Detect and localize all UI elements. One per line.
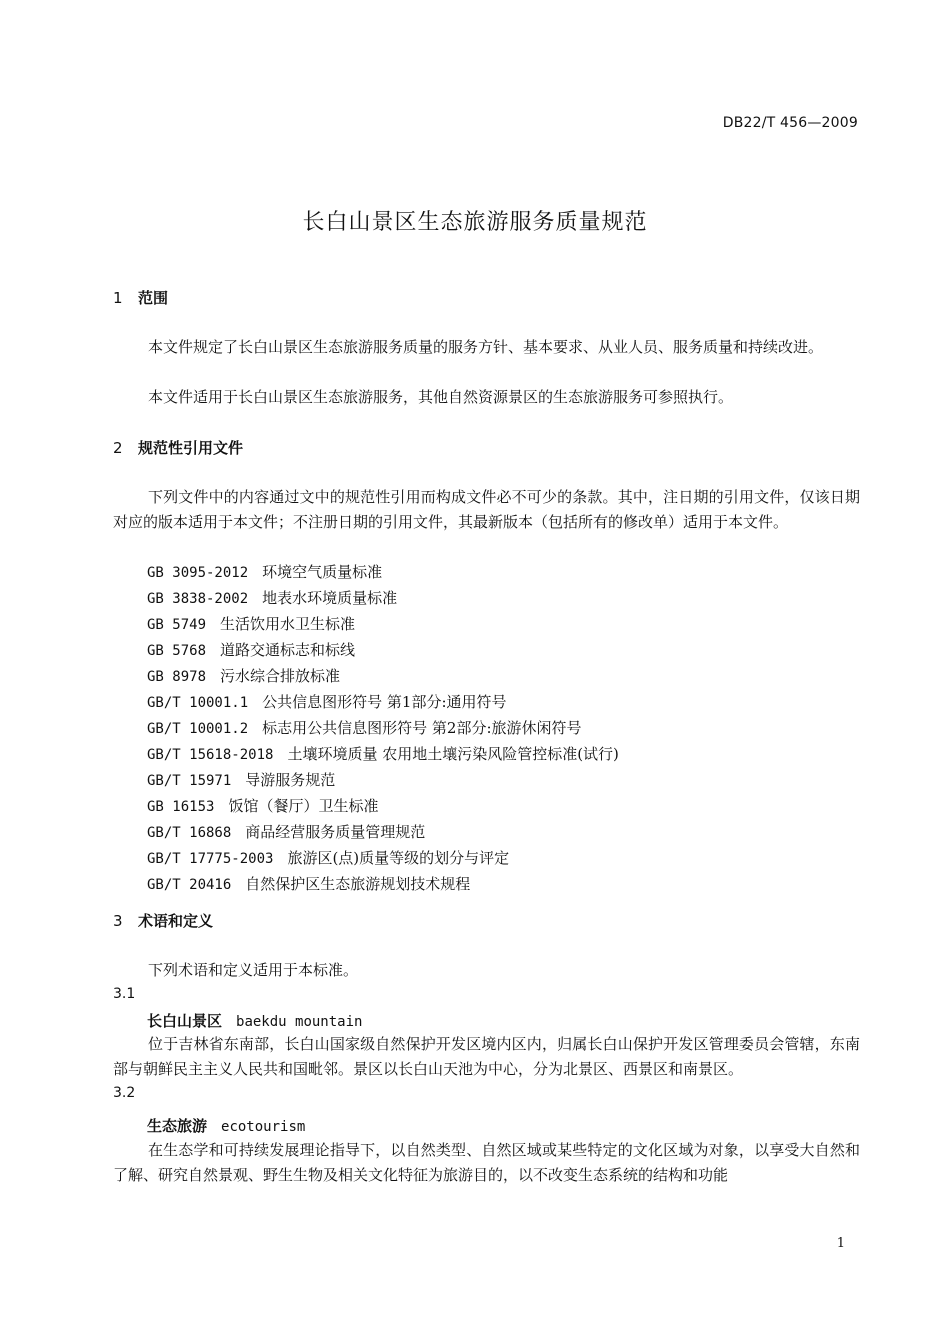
section-1-paragraph-1: 本文件规定了长白山景区生态旅游服务质量的服务方针、基本要求、从业人员、服务质量和持续改进。	[148, 338, 824, 356]
reference-code: GB 16153	[147, 799, 215, 815]
reference-item	[147, 586, 619, 612]
reference-title: 饭馆（餐厅）卫生标准	[228, 797, 379, 815]
reference-code: GB/T 17775-2003	[147, 851, 274, 867]
reference-code: GB 3838-2002	[147, 591, 249, 607]
term-english: ecotourism	[221, 1119, 306, 1135]
reference-title: 旅游区(点)质量等级的划分与评定	[287, 849, 510, 867]
reference-title: 环境空气质量标准	[262, 563, 383, 581]
reference-title: 商品经营服务质量管理规范	[245, 823, 426, 841]
section-title: 范围	[138, 289, 169, 307]
reference-code: GB/T 10001.1	[147, 695, 249, 711]
normative-references-list	[147, 560, 619, 898]
reference-code: GB/T 10001.2	[147, 721, 249, 737]
reference-title: 导游服务规范	[245, 771, 336, 789]
term-number: 3.2	[113, 1085, 136, 1101]
page-number: 1	[836, 1236, 845, 1251]
section-1-heading	[113, 287, 168, 308]
reference-title: 地表水环境质量标准	[262, 589, 398, 607]
term-number: 3.1	[113, 986, 136, 1002]
document-title: 长白山景区生态旅游服务质量规范	[302, 210, 648, 235]
reference-item	[147, 742, 619, 768]
reference-item	[147, 794, 619, 820]
reference-item	[147, 690, 619, 716]
reference-item	[147, 768, 619, 794]
reference-item	[147, 872, 619, 898]
reference-title: 污水综合排放标准	[220, 667, 341, 685]
term-definition: 位于吉林省东南部，长白山国家级自然保护开发区境内区内，归属长白山保护开发区管理委员会管辖，东南部与朝鲜民主主义人民共和国毗邻。景区以长白山天池为中心，分为北景区、西景区和南景区。	[113, 1035, 860, 1078]
reference-code: GB 5768	[147, 643, 207, 659]
term-chinese: 长白山景区	[147, 1012, 223, 1030]
section-2-heading	[113, 437, 243, 458]
reference-code: GB/T 20416	[147, 877, 232, 893]
reference-code: GB 8978	[147, 669, 207, 685]
section-1-paragraph-2: 本文件适用于长白山景区生态旅游服务，其他自然资源景区的生态旅游服务可参照执行。	[148, 388, 734, 406]
reference-code: GB 5749	[147, 617, 207, 633]
reference-code: GB 3095-2012	[147, 565, 249, 581]
reference-code: GB/T 15971	[147, 773, 232, 789]
term-definition: 在生态学和可持续发展理论指导下，以自然类型、自然区域或某些特定的文化区域为对象，以享受大自然和了解、研究自然景观、野生生物及相关文化特征为旅游目的，以不改变生态系统的结构和功能	[113, 1141, 860, 1184]
reference-title: 公共信息图形符号 第1部分:通用符号	[262, 693, 507, 711]
reference-item	[147, 612, 619, 638]
reference-item	[147, 820, 619, 846]
reference-code: GB/T 15618-2018	[147, 747, 274, 763]
section-number: 1	[113, 289, 123, 307]
reference-code: GB/T 16868	[147, 825, 232, 841]
term-chinese: 生态旅游	[147, 1117, 208, 1135]
section-number: 3	[113, 912, 123, 930]
reference-item	[147, 560, 619, 586]
term-english: baekdu mountain	[236, 1014, 363, 1030]
reference-title: 土壤环境质量 农用地土壤污染风险管控标准(试行)	[287, 745, 619, 763]
term-heading	[147, 1010, 362, 1031]
reference-item	[147, 846, 619, 872]
section-2-intro: 下列文件中的内容通过文中的规范性引用而构成文件必不可少的条款。其中，注日期的引用文件，仅该日期对应的版本适用于本文件；不注册日期的引用文件，其最新版本（包括所有的修改单）适用于本文件。	[113, 488, 860, 531]
reference-title: 生活饮用水卫生标准	[220, 615, 356, 633]
section-title: 规范性引用文件	[138, 439, 244, 457]
section-3-intro: 下列术语和定义适用于本标准。	[148, 961, 359, 979]
reference-title: 自然保护区生态旅游规划技术规程	[245, 875, 471, 893]
document-code: DB22/T 456—2009	[722, 115, 858, 131]
section-number: 2	[113, 439, 123, 457]
section-3-heading	[113, 910, 213, 931]
section-title: 术语和定义	[138, 912, 214, 930]
reference-title: 标志用公共信息图形符号 第2部分:旅游休闲符号	[262, 719, 582, 737]
reference-item	[147, 716, 619, 742]
reference-item	[147, 664, 619, 690]
reference-title: 道路交通标志和标线	[220, 641, 356, 659]
term-heading	[147, 1115, 305, 1136]
reference-item	[147, 638, 619, 664]
